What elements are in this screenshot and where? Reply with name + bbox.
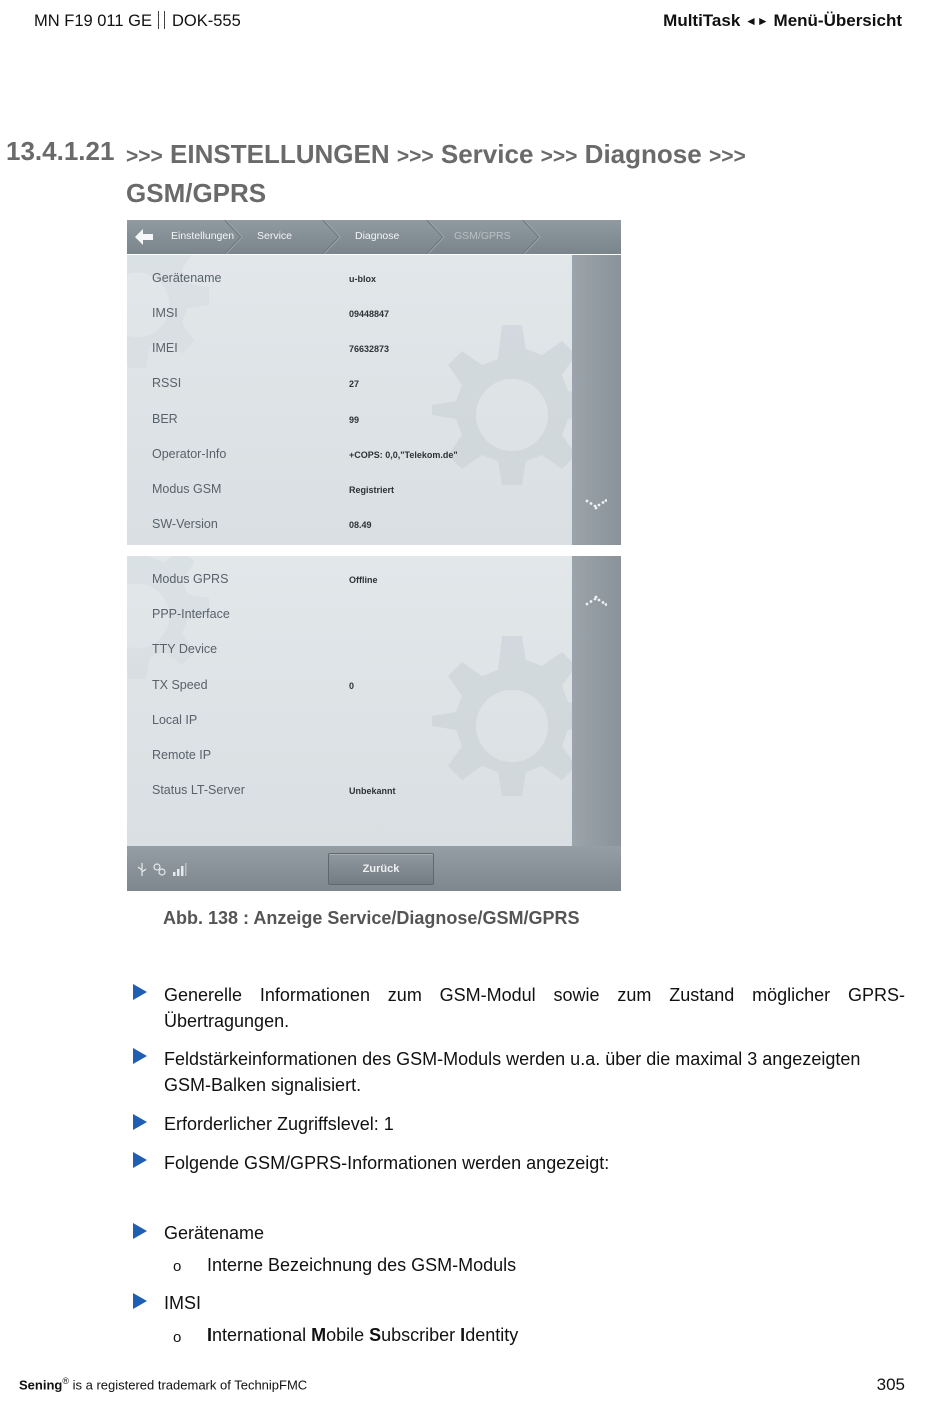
device-screenshot xyxy=(127,220,621,891)
scroll-down-icon[interactable] xyxy=(585,499,607,511)
row-label: Modus GPRS xyxy=(152,572,229,586)
running-title-label: MultiTask xyxy=(663,11,741,30)
left-right-arrows-icon: ◄► xyxy=(745,14,769,28)
scroll-up-icon[interactable] xyxy=(585,594,607,606)
row-label: IMSI xyxy=(152,306,178,320)
separator-bars xyxy=(158,11,165,29)
sub-item-text: Interne Bezeichnung des GSM-Moduls xyxy=(207,1255,517,1275)
row-label: SW-Version xyxy=(152,517,218,531)
back-button[interactable]: Zurück xyxy=(328,853,434,885)
footer-trademark: Sening® is a registered trademark of TechnipFMC xyxy=(19,1376,308,1393)
sub-bullet-marker: o xyxy=(173,1329,182,1346)
section-number: 13.4.1.21 xyxy=(6,136,115,166)
bullet-text: Generelle Informationen zum GSM-Modul sowie zum Zustand möglicher GPRS-Übertragungen. xyxy=(164,985,905,1031)
item-title: IMSI xyxy=(164,1293,202,1313)
gear-watermark-icon xyxy=(412,626,572,826)
doc-id xyxy=(34,11,241,31)
running-title-section: Menü-Übersicht xyxy=(773,11,902,30)
bullet-triangle-icon xyxy=(132,1292,148,1310)
heading-separator: >>> xyxy=(126,145,163,168)
row-label: Gerätename xyxy=(152,271,222,285)
bottom-bar xyxy=(127,846,621,891)
bullet-triangle-icon xyxy=(132,1151,148,1169)
row-value: 09448847 xyxy=(349,309,390,319)
scroll-sidebar xyxy=(572,255,621,545)
row-value: +COPS: 0,0,"Telekom.de" xyxy=(349,450,458,460)
bullet-text: Feldstärkeinformationen des GSM-Moduls werden u.a. über die maximal 3 angezeigten GSM-Balken signalisiert. xyxy=(164,1049,861,1095)
breadcrumb-item-service[interactable]: Service xyxy=(257,230,293,242)
signal-bars-icon xyxy=(173,863,187,876)
bullet-triangle-icon xyxy=(132,983,148,1001)
heading-separator: >>> xyxy=(540,145,578,168)
row-label: Local IP xyxy=(152,713,198,727)
bullet-triangle-icon xyxy=(132,1222,148,1240)
row-label: PPP-Interface xyxy=(152,607,230,621)
breadcrumb-item-gsm-gprs: GSM/GPRS xyxy=(454,230,511,242)
row-label: Status LT-Server xyxy=(152,783,245,797)
gprs-info-panel xyxy=(127,556,572,846)
brand-name: Sening xyxy=(19,1377,63,1393)
row-value: Unbekannt xyxy=(349,786,396,796)
link-icon xyxy=(154,864,165,875)
gear-watermark-icon xyxy=(412,315,572,515)
row-value: 27 xyxy=(349,379,360,389)
usb-icon xyxy=(138,863,146,876)
row-label: IMEI xyxy=(152,341,178,355)
doc-code: MN F19 011 GE xyxy=(34,12,152,30)
heading-part: Diagnose xyxy=(584,139,702,169)
row-label: Remote IP xyxy=(152,748,212,762)
heading-separator: >>> xyxy=(396,145,434,168)
sub-item-text: International Mobile Subscriber Identity xyxy=(207,1325,519,1345)
gsm-info-panel xyxy=(127,255,572,545)
item-title: Gerätename xyxy=(164,1223,265,1243)
figure-caption: Abb. 138 : Anzeige Service/Diagnose/GSM/GPRS xyxy=(163,908,580,928)
row-value: Offline xyxy=(349,575,378,585)
row-value: 08.49 xyxy=(349,520,372,530)
breadcrumb-item-einstellungen[interactable]: Einstellungen xyxy=(171,230,235,242)
section-title xyxy=(126,136,886,211)
bullet-text: Folgende GSM/GPRS-Informationen werden angezeigt: xyxy=(164,1153,610,1173)
row-value: 99 xyxy=(349,415,360,425)
page-number: 305 xyxy=(876,1375,905,1394)
bullet-text: Erforderlicher Zugriffslevel: 1 xyxy=(164,1114,394,1134)
doc-number: DOK-555 xyxy=(172,12,241,30)
row-value: 76632873 xyxy=(349,344,390,354)
row-value: Registriert xyxy=(349,485,395,495)
row-label: BER xyxy=(152,412,178,426)
row-label: Operator-Info xyxy=(152,447,227,461)
running-title xyxy=(663,11,902,31)
breadcrumb-item-diagnose[interactable]: Diagnose xyxy=(355,230,400,242)
bullet-triangle-icon xyxy=(132,1047,148,1065)
status-icons xyxy=(135,861,199,877)
row-label: TX Speed xyxy=(152,678,208,692)
heading-separator: >>> xyxy=(708,145,746,168)
row-value: u-blox xyxy=(349,274,376,284)
row-label: Modus GSM xyxy=(152,482,222,496)
bullet-triangle-icon xyxy=(132,1113,148,1131)
heading-part: EINSTELLUNGEN xyxy=(170,139,390,169)
breadcrumb xyxy=(127,220,621,254)
heading-part: Service xyxy=(440,139,534,169)
row-label: TTY Device xyxy=(152,642,218,656)
heading-part: GSM/GPRS xyxy=(126,178,267,208)
scroll-sidebar xyxy=(572,556,621,846)
row-value: 0 xyxy=(349,681,355,691)
back-arrow-icon[interactable] xyxy=(132,225,156,249)
sub-bullet-marker: o xyxy=(173,1258,182,1275)
row-label: RSSI xyxy=(152,376,182,390)
